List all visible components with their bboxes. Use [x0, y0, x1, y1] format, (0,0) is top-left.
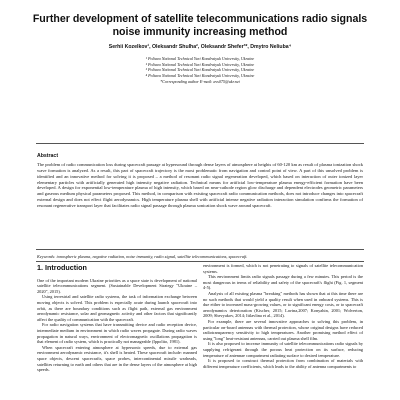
right-paragraph-3: Analysis of all existing plasma "breaking" methods has shown that at this time there are no such methods that would yield a quality result when used in onboard systems. This is due either to increased mass-growing values, or to significant energy costs, or to spacecraft aerodynamics deterioration (Kischer, 2015; Lavina,2007; Konyahin, 2001; Wolverton, 2009; Shevyakov, 2014; Ittlavlina et al., 2014).	[203, 290, 363, 319]
corresponding-author: *Corresponding author E-mail: avs075@ukr.net	[160, 78, 240, 84]
section-heading-introduction: 1. Introduction	[37, 263, 87, 272]
left-column	[37, 263, 197, 373]
keywords-text: ionospheric plasma, negative radiation, noise immunity, radio signal, satellite telecommunications, spacecraft.	[56, 254, 248, 259]
right-paragraph-1: environment is formed, which is not penetrating to signals of satellite telecommunication systems.	[203, 263, 363, 274]
affiliation-4: ⁴ Poltava National Technical Yuri Kondratyuk University, Ukraine	[145, 73, 255, 79]
keywords-line	[37, 254, 363, 260]
left-paragraph-4: When spacecraft entering atmosphere at hypersonic speeds, due to external gas environment aerodynamic resistance, it's shell is heated. These spacecraft include: manned space objects, descent spacecrafts, space probes, intercontinental missile warheads, satellites returning to earth and others that are in the dense layers of the atmosphere at high speeds.	[37, 344, 197, 373]
keywords-top-rule	[36, 249, 364, 250]
abstract-top-rule	[36, 143, 364, 144]
keywords-bottom-rule	[36, 261, 364, 262]
left-paragraph-1: One of the important modern Ukraine priorities as a space state is development of national satellite telecommunications segment. (Sustainable Development Strategy "Ukraine – 2020", 2015).	[37, 277, 197, 294]
right-paragraph-2: This environment limits radio signals passage during a few minutes. This period is the most dangerous in terms of reliability and safety of the spacecraft's flight (Fig. 1, segment 4-5).	[203, 274, 363, 291]
affiliation-2: ² Poltava National Technical Yuri Kondratyuk University, Ukraine	[145, 61, 255, 67]
affiliation-1: ¹ Poltava National Technical Yuri Kondratyuk University, Ukraine	[145, 56, 255, 61]
right-column	[203, 263, 363, 369]
author-list: Serhii Kozelkov¹, Oleksandr Shulha², Oleksandr Shefer³*, Dmytro Neliuba⁴	[108, 44, 292, 50]
affiliation-3: ³ Poltava National Technical Yuri Kondratyuk University, Ukraine	[145, 67, 255, 73]
affiliation-list	[60, 56, 340, 85]
left-paragraph-3: For radio navigation systems that have transmitting device and radio reception device, intermediate medium in environment in which radio waves propagate. During radio waves propagation in natural ways, environment of electromagnetic oscillations propagation is that element of radio system, which is practically not manageable (Ippolito, 1981).	[37, 322, 197, 345]
right-paragraph-4: For example, there are several innovative approaches to solving this problem, in particular on-board antennas with thermal protection, whose original designs have reduced radiotransparency sensitivity to high temperatures. Another promising method effect of using "long" heat-resistant antennas, carried out plasma shell film.	[203, 318, 363, 341]
right-paragraph-5: It is also proposed to increase immunity of satellite telecommunications radio signals by supplying refrigerant through the porous heat protection on its surface, reducing temperature of antennae compartment radiating surface to desired temperature.	[203, 341, 363, 358]
right-paragraph-6: It is proposed to construct thermal protection from combination of materials with different temperature coefficients, which leads to the ability of antenna compartments to	[203, 358, 363, 369]
keywords-label: Keywords:	[37, 254, 56, 259]
abstract-heading: Abstract	[37, 153, 59, 159]
abstract-text: The problem of radio communication loss during spacecraft passage at hypersound through dense layers of atmosphere at heights of 60-120 km as result of plasma ionization shock wave formation is analyzed. As a result, this part of spacecraft trajectory is the most problematic from navigation and control point of view. A part of this unsolved problem is identified and an innovative method for solving it is proposed – a method of resonant radio signal regeneration developed, which based on interaction of outer ionized layer elementary particles with artificially generated high intensity negative radiation. Technical means for artificial low-temperature plasma energy-efficient formation have been developed. A design for exponential low-temperature plasma of high intensity, which based on near-cathode region glow discharge and dependent electrodes geometric parameters and gaseous medium physical parameters proposed. This method, in comparison with existing spacecraft radio communication methods, does not introduce changes into spacecraft external design and does not effect flight aerodynamics. High temperature plasma shell with artificial intense negative radiation interaction simulation confirms the formation of resonant regenerative transport layer that facilitates radio signal passage through plasma sonication shock wave around spacecraft.	[37, 162, 363, 208]
paper-title: Further development of satellite telecommunications radio signals noise immunity increasing method	[32, 13, 368, 38]
left-paragraph-2: Using terrestrial and satellite radio systems, the task of information exchange between moving objects is solved. This problem is especially acute during launch spacecraft into orbit, as there are boundary conditions such as flight path, external gas environment aerodynamic resistance, solar and geomagnetic activity and other factors that significantly affect the quality of communication with the spacecraft.	[37, 294, 197, 322]
